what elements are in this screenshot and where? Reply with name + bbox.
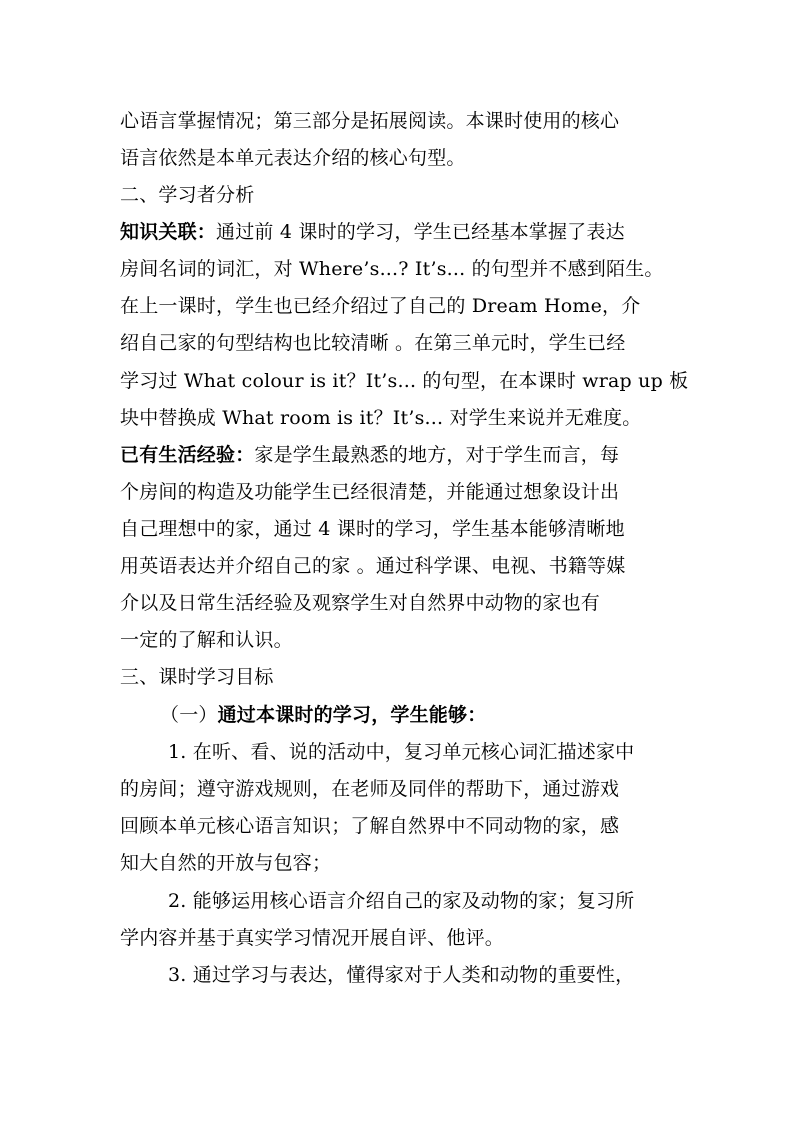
paragraph-line: 心语言掌握情况；第三部分是拓展阅读。本课时使用的核心	[120, 110, 620, 132]
paragraph-line	[120, 442, 700, 468]
knowledge-link-label: 知识关联：	[120, 221, 217, 243]
paragraph-line: 一定的了解和认识。	[120, 629, 293, 651]
goal-1-line: 知大自然的开放与包容；	[120, 852, 332, 874]
subheading-prefix: （一）	[160, 704, 218, 726]
section-heading-learner-analysis: 二、学习者分析	[120, 184, 255, 206]
subheading-text: 通过本课时的学习，学生能够：	[217, 704, 487, 726]
goal-2-line: 2. 能够运用核心语言介绍自己的家及动物的家；复习所	[168, 890, 635, 912]
goal-1-line: 1. 在听、看、说的活动中，复习单元核心词汇描述家中	[168, 741, 635, 763]
section-heading-lesson-goals: 三、课时学习目标	[120, 666, 274, 688]
paragraph-line: 自己理想中的家，通过 4 课时的学习，学生基本能够清晰地	[120, 518, 625, 540]
paragraph-line	[120, 219, 700, 245]
paragraph-line: 用英语表达并介绍自己的家 。通过科学课、电视、书籍等媒	[120, 555, 626, 577]
goal-1-line: 回顾本单元核心语言知识；了解自然界中不同动物的家，感	[120, 815, 620, 837]
subheading-line	[160, 702, 740, 728]
life-experience-label: 已有生活经验：	[120, 444, 255, 466]
paragraph-line: 介以及日常生活经验及观察学生对自然界中动物的家也有	[120, 592, 601, 614]
goal-2-line: 学内容并基于真实学习情况开展自评、他评。	[120, 927, 505, 949]
goal-1-line: 的房间；遵守游戏规则，在老师及同伴的帮助下，通过游戏	[120, 778, 620, 800]
paragraph-line: 在上一课时，学生也已经介绍过了自己的 Dream Home，介	[120, 295, 641, 317]
paragraph-line: 房间名词的词汇，对 Where’s...? It’s... 的句型并不感到陌生。	[120, 258, 664, 280]
life-experience-text: 家是学生最熟悉的地方，对于学生而言，每	[254, 444, 620, 466]
paragraph-line: 块中替换成 What room is it？It’s... 对学生来说并无难度。	[120, 407, 642, 429]
paragraph-line: 绍自己家的句型结构也比较清晰 。在第三单元时，学生已经	[120, 332, 626, 354]
goal-3-line: 3. 通过学习与表达，懂得家对于人类和动物的重要性，	[168, 964, 635, 986]
paragraph-line: 个房间的构造及功能学生已经很清楚，并能通过想象设计出	[120, 481, 620, 503]
paragraph-line: 语言依然是本单元表达介绍的核心句型。	[120, 147, 466, 169]
knowledge-link-text: 通过前 4 课时的学习，学生已经基本掌握了表达	[216, 221, 625, 243]
paragraph-line: 学习过 What colour is it？It’s... 的句型，在本课时 wrap up 板	[120, 370, 689, 392]
